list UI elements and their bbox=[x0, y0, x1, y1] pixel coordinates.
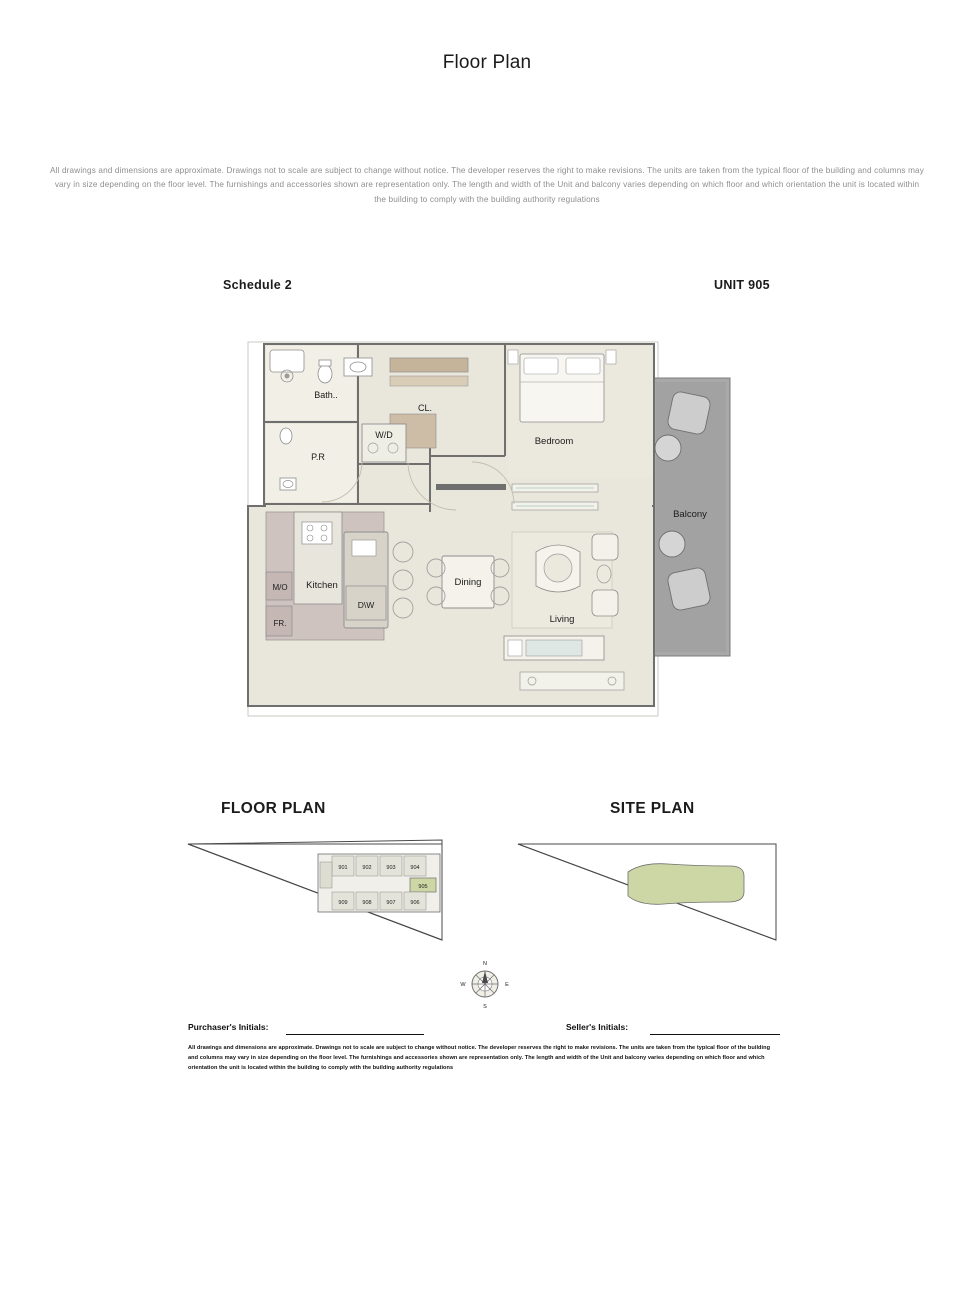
keyplan-unit-903: 903 bbox=[386, 865, 396, 871]
room-label-dishwasher: D\W bbox=[357, 600, 375, 610]
seller-initials-label: Seller's Initials: bbox=[566, 1022, 629, 1032]
unit-number-label: UNIT 905 bbox=[714, 278, 770, 292]
top-disclaimer-text: All drawings and dimensions are approximate. Drawings not to scale are subject to change without notice. The developer reserves the right to make revisions. The units are taken from the typical floor of the building and columns may vary in size depending on the floor level. The furnishings and accessories shown are representation only. The length and width of the Unit and balcony varies depending on which floor and which orientation the unit is located within the building to comply with the building authority regulations bbox=[50, 166, 925, 204]
room-label-closet: CL. bbox=[417, 403, 433, 413]
room-label-microwave: M/O bbox=[272, 583, 288, 592]
room-label-dining: Dining bbox=[454, 577, 482, 588]
room-label-wd: W/D bbox=[375, 430, 393, 440]
compass-south-label: S bbox=[483, 1004, 487, 1010]
room-label-living: Living bbox=[549, 614, 575, 625]
keyplan-unit-905-highlight: 905 bbox=[418, 884, 428, 890]
room-label-fridge: FR. bbox=[273, 619, 287, 628]
site-plan-section-title: SITE PLAN bbox=[610, 800, 695, 817]
keyplan-unit-902: 902 bbox=[362, 865, 372, 871]
signature-row bbox=[188, 1022, 780, 1038]
floor-plan-section-title: FLOOR PLAN bbox=[221, 800, 326, 817]
room-label-bedroom: Bedroom bbox=[534, 436, 574, 447]
purchaser-initials-line[interactable] bbox=[286, 1033, 424, 1035]
room-label-balcony: Balcony bbox=[673, 509, 707, 520]
compass-rose bbox=[455, 952, 515, 1012]
schedule-label: Schedule 2 bbox=[223, 278, 292, 292]
purchaser-initials-label: Purchaser's Initials: bbox=[188, 1022, 269, 1032]
keyplan-unit-901: 901 bbox=[338, 865, 348, 871]
bottom-disclaimer-text: All drawings and dimensions are approximate. Drawings not to scale are subject to change without notice. The developer reserves the right to make revisions. The units are taken from the typical floor of the building and columns may vary in size depending on the floor level. The furnishings and accessories shown are representation only. The length and width of the Unit and balcony varies depending on which floor and which orientation the unit is located within the building to comply with the building authority regulations bbox=[188, 1045, 771, 1071]
compass-north-label: N bbox=[483, 961, 487, 967]
main-floorplan-drawing bbox=[240, 336, 740, 722]
room-label-bath: Bath.. bbox=[314, 390, 338, 400]
seller-initials-line[interactable] bbox=[650, 1033, 780, 1035]
keyplan-unit-907: 907 bbox=[386, 900, 396, 906]
compass-east-label: E bbox=[505, 982, 509, 988]
keyplan-unit-904: 904 bbox=[410, 865, 420, 871]
keyplan-unit-909: 909 bbox=[338, 900, 348, 906]
room-label-kitchen: Kitchen bbox=[306, 580, 338, 591]
room-label-powder: P.R bbox=[311, 452, 325, 462]
keyplan-unit-908: 908 bbox=[362, 900, 372, 906]
compass-west-label: W bbox=[460, 982, 466, 988]
page-title: Floor Plan bbox=[442, 52, 532, 73]
keyplan-unit-906: 906 bbox=[410, 900, 420, 906]
